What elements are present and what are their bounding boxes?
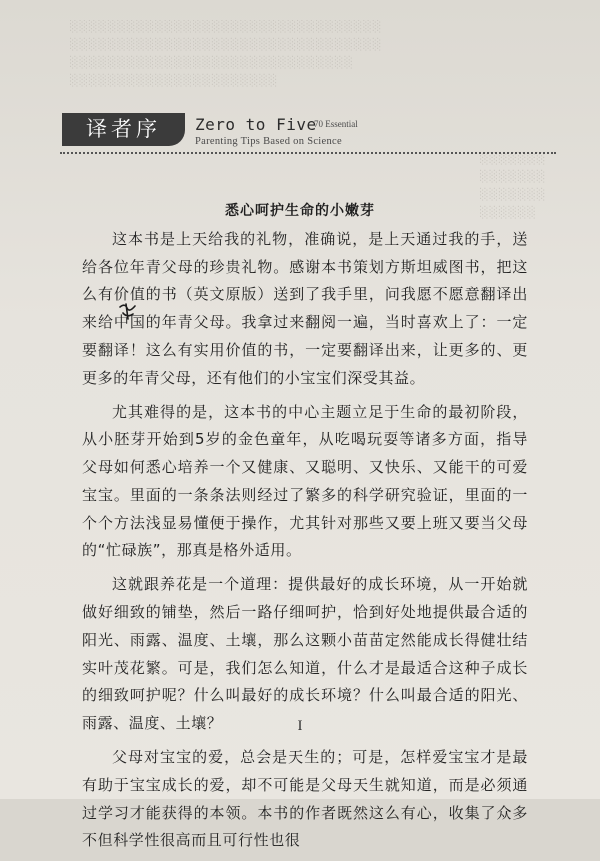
article-body [82,226,528,861]
bleed-through-text-right: ░░░░░░░ ░░░░░░░ ░░░░░░░ ░░░░░░ [480,152,547,219]
paragraph: 尤其难得的是，这本书的中心主题立足于生命的最初阶段，从小胚芽开始到5岁的金色童年，从吃喝玩耍等诸多方面，指导父母如何悉心培养一个又健康、又聪明、又快乐、又能干的可爱宝宝。里面的一条条法则经过了繁多的科学研究验证，里面的一个个方法浅显易懂便于操作，尤其针对那些又要上班又要当父母的“忙碌族”，那真是格外适用。 [82,402,528,560]
chapter-tag: 译者序 [62,113,185,146]
article-title: 悉心呵护生命的小嫩芽 [225,203,375,219]
bleed-through-text: ░░░░░░░░░░░░░░░░░░░░░░░░░░░░░░░░░ ░░░░░░░░░░░░░░░░░░░░░░░░░░░░░░░░░ ░░░░░░░░░░░░░░░░░░░░░░░░░░░░░░ ░░░░░░░░░░░░░░░░░░░░░░ [70,20,383,87]
page-number: I [297,718,303,734]
chapter-header [62,113,552,157]
book-subtitle-line2: Parenting Tips Based on Science [195,136,342,147]
handwritten-correction-mark [117,301,139,321]
book-subtitle-line1: 70 Essential [314,119,358,129]
paragraph: 这本书是上天给我的礼物，准确说，是上天通过我的手，送给各位年青父母的珍贵礼物。感谢本书策划方斯坦威图书，把这么有价值的书（英文原版）送到了我手里，问我愿不愿意翻译出来给中国的年青父母。我拿过来翻阅一遍，当时喜欢上了：一定要翻译！这么有实用价值的书，一定要翻译出来，让更多的、更更多的年青父母，还有他们的小宝宝们深受其益。 [82,230,528,387]
paragraph: 这就跟养花是一个道理：提供最好的成长环境，从一开始就做好细致的铺垫，然后一路仔细呵护，恰到好处地提供最合适的阳光、雨露、温度、土壤，那么这颗小苗苗定然能成长得健壮结实叶茂花繁。可是，我们怎么知道，什么才是最适合这种子成长的细致呵护呢？什么叫最好的成长环境？什么叫最合适的阳光、雨露、温度、土壤？ [82,575,528,732]
paragraph: 父母对宝宝的爱，总会是天生的；可是，怎样爱宝宝才是最有助于宝宝成长的爱，却不可能是父母天生就知道，而是必须通过学习才能获得的本领。本书的作者既然这么有心，收集了众多不但科学性很高而且可行性也很 [82,748,528,850]
dotted-divider [60,152,556,154]
book-title-en: Zero to Five [195,115,317,134]
